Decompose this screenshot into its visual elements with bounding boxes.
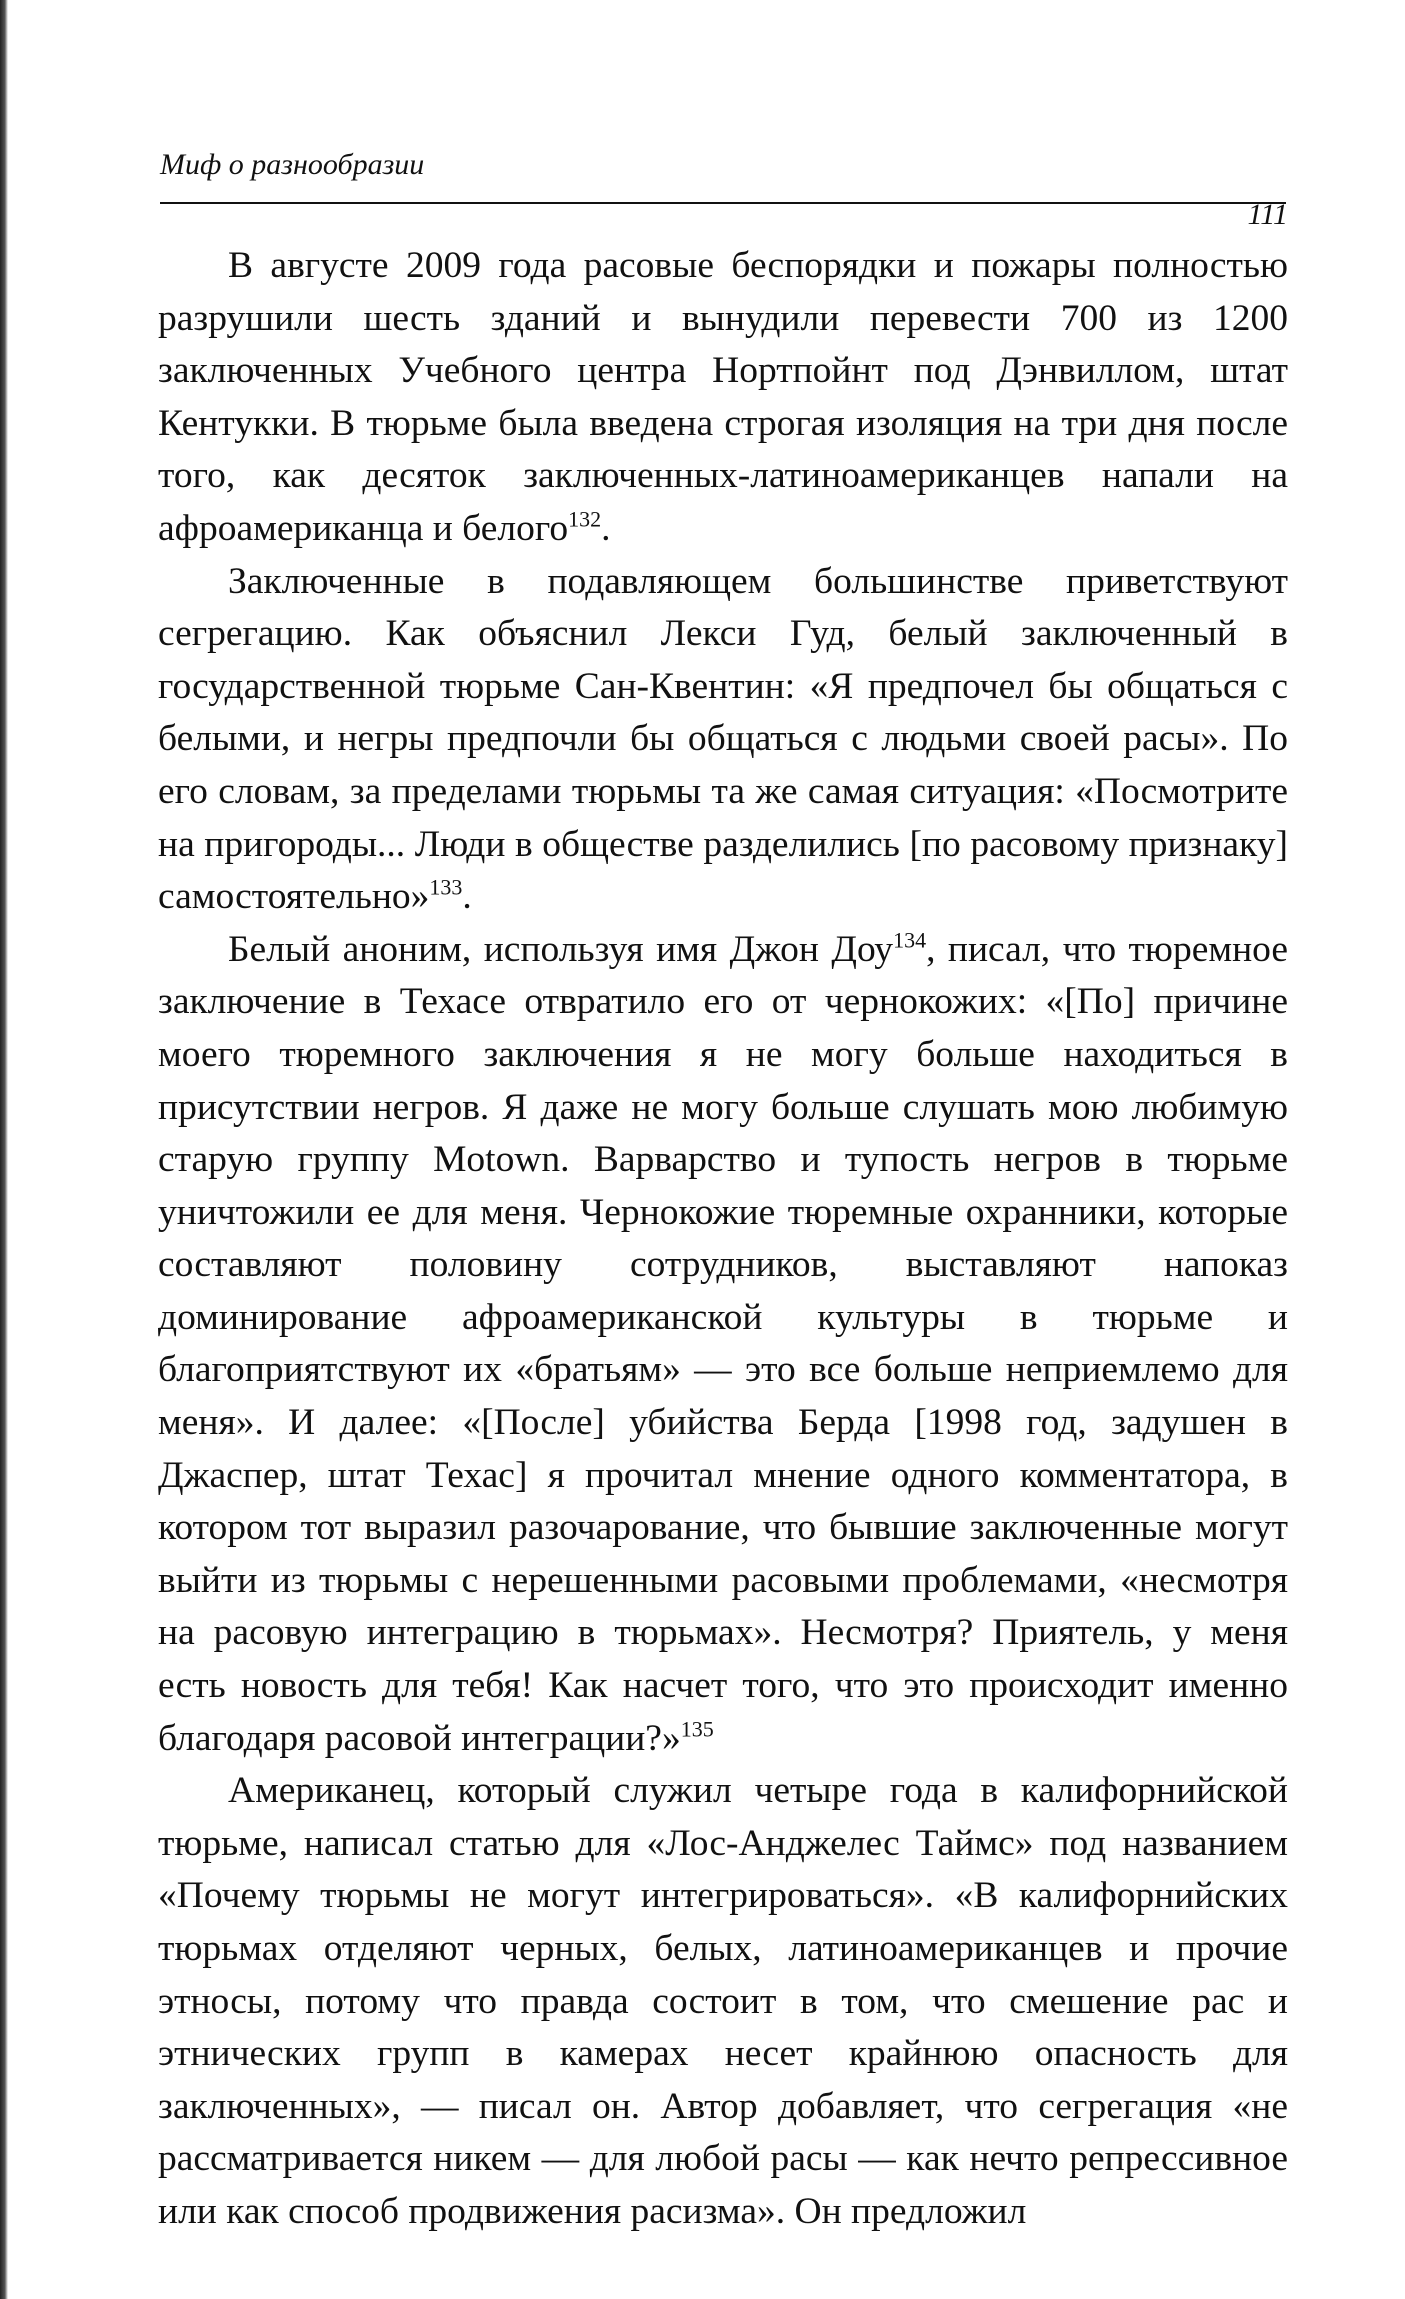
footnote-ref-133: 133	[429, 874, 463, 900]
paragraph-4: Американец, который служил четыре года в калифорнийской тюрьме, написал статью для «Лос-Анджелес Таймс» под названием «Почему тюрьмы не могут интегрироваться». «В калифорнийских тюрьмах отделяют черных, белых, латиноамериканцев и прочие этносы, потому что правда состоит в том, что смешение рас и этнических групп в камерах несет крайнюю опасность для заключенных», — писал он. Автор добавляет, что сегрегация «не рассматривается никем — для любой расы — как нечто репрессивное или как способ продвижения расизма». Он предложил	[158, 1770, 1288, 2232]
footnote-ref-135: 135	[680, 1716, 714, 1742]
page-spine-shadow	[0, 0, 8, 2299]
body-text	[158, 240, 1288, 2239]
header-rule	[160, 202, 1286, 204]
paragraph-1: В августе 2009 года расовые беспорядки и пожары полностью разрушили шесть зданий и вынудили перевести 700 из 1200 заключенных Учебного центра Нортпойнт под Дэнвиллом, штат Кентукки. В тюрьме была введена строгая изоляция на три дня после того, как десяток заключенных-латиноамериканцев напали на афроамериканца и белого$^{132}$.	[158, 245, 1288, 549]
running-title: Миф о разнообразии	[160, 148, 425, 181]
page-header	[160, 140, 1290, 231]
paragraph-2: Заключенные в подавляющем большинстве приветствуют сегрегацию. Как объяснил Лекси Гуд, белый заключенный в государственной тюрьме Сан-Квентин: «Я предпочел бы общаться с белыми, и негры предпочли бы общаться с людьми своей расы». По его словам, за пределами тюрьмы та же самая ситуация: «Посмотрите на пригороды... Люди в обществе разделились [по расовому признаку] самостоятельно»$^{133}$.	[158, 560, 1288, 918]
page-number: 111	[1247, 198, 1288, 231]
footnote-ref-132: 132	[568, 506, 602, 532]
paragraph-3: Белый аноним, используя имя Джон Доу$^{134}$, писал, что тюремное заключение в Техасе отвратило его от чернокожих: «[По] причине моего тюремного заключения я не могу больше находиться в присутствии негров. Я даже не могу больше слушать мою любимую старую группу Motown. Варварство и тупость негров в тюрьме уничтожили ее для меня. Чернокожие тюремные охранники, которые составляют половину сотрудников, выставляют напоказ доминирование афроамериканской культуры в тюрьме и благоприятствуют их «братьям» — это все больше неприемлемо для меня». И далее: «[После] убийства Берда [1998 год, задушен в Джаспер, штат Техас] я прочитал мнение одного комментатора, в котором тот выразил разочарование, что бывшие заключенные могут выйти из тюрьмы с нерешенными расовыми проблемами, «несмотря на расовую интеграцию в тюрьмах». Несмотря? Приятель, у меня есть новость для тебя! Как насчет того, что это происходит именно благодаря расовой интеграции?»$^{135}$	[158, 927, 1288, 1759]
footnote-ref-134: 134	[893, 927, 927, 953]
